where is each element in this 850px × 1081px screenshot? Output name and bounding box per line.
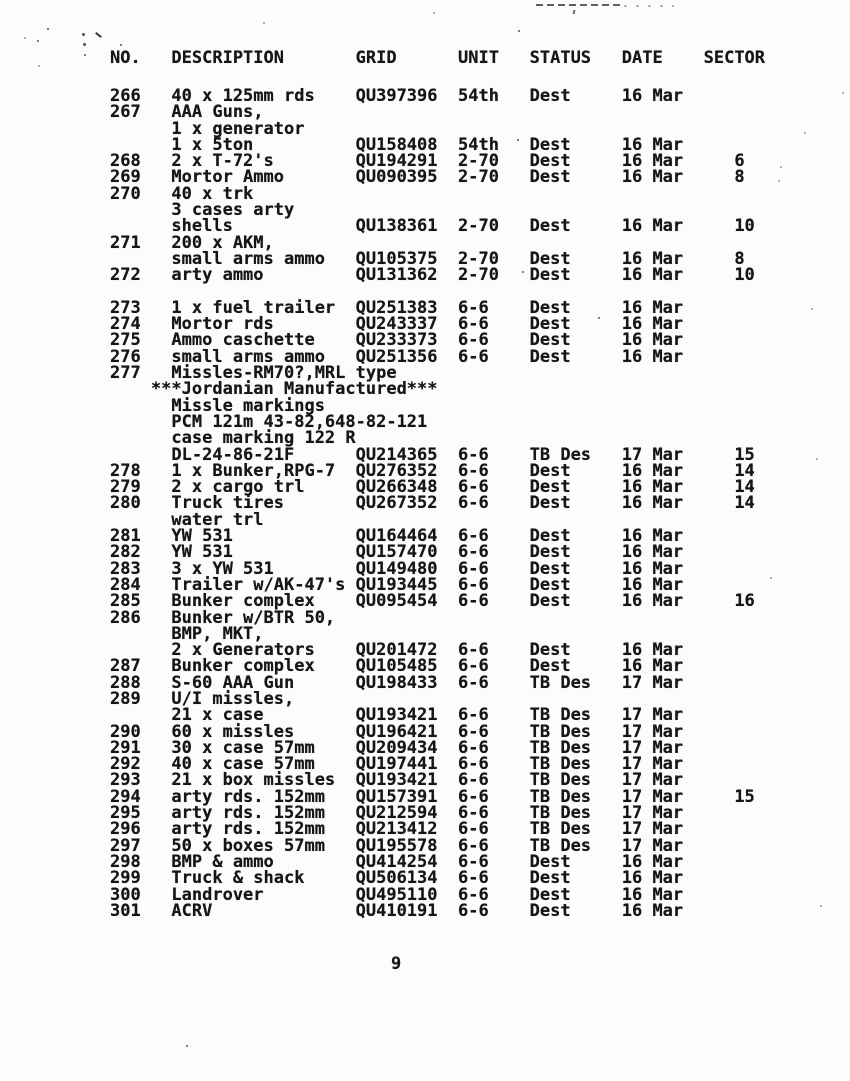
- table-line: 281 YW 531 QU164464 6-6 Dest 16 Mar: [110, 526, 684, 547]
- scan-speck: [770, 577, 772, 579]
- table-line: 1 x generator: [110, 118, 305, 139]
- scan-speck: [816, 458, 818, 460]
- table-line: 277 Missles-RM70?,MRL type: [110, 363, 397, 384]
- scan-speck: [47, 28, 49, 30]
- table-line: 273 1 x fuel trailer QU251383 6-6 Dest 16 Mar: [110, 297, 684, 318]
- table-line: 286 Bunker w/BTR 50,: [110, 607, 336, 628]
- scan-speck: [778, 180, 780, 182]
- table-line: 21 x case QU193421 6-6 TB Des 17 Mar: [110, 705, 684, 726]
- table-line: 290 60 x missles QU196421 6-6 TB Des 17 Mar: [110, 721, 684, 742]
- table-line: 272 arty ammo QU131362 2-70 Dest 16 Mar 10: [110, 265, 755, 286]
- table-line: BMP, MKT,: [110, 623, 264, 644]
- table-line: 283 3 x YW 531 QU149480 6-6 Dest 16 Mar: [110, 558, 684, 579]
- table-line: 300 Landrover QU495110 6-6 Dest 16 Mar: [110, 884, 684, 905]
- scan-speck: [82, 33, 85, 36]
- table-line: 297 50 x boxes 57mm QU195578 6-6 TB Des 17 Mar: [110, 835, 684, 856]
- table-line: 295 arty rds. 152mm QU212594 6-6 TB Des 17 Mar: [110, 803, 684, 824]
- scan-dashed-line: [536, 4, 620, 6]
- scan-speck: [811, 308, 813, 310]
- table-line: 267 AAA Guns,: [110, 102, 264, 123]
- scan-speck: [263, 22, 265, 24]
- table-body: [110, 88, 755, 919]
- table-line: 298 BMP & ammo QU414254 6-6 Dest 16 Mar: [110, 851, 684, 872]
- scan-speck: [37, 40, 39, 42]
- scan-speck: [433, 12, 435, 14]
- scan-speck: [120, 44, 122, 46]
- table-line: 301 ACRV QU410191 6-6 Dest 16 Mar: [110, 900, 684, 921]
- table-line: 292 40 x case 57mm QU197441 6-6 TB Des 17 Mar: [110, 754, 684, 775]
- scan-dashed-line-faint: [624, 5, 674, 7]
- scan-speck: [820, 905, 822, 907]
- scan-speck: [84, 54, 86, 56]
- table-line: 271 200 x AKM,: [110, 232, 274, 253]
- table-line: 280 Truck tires QU267352 6-6 Dest 16 Mar 14: [110, 493, 755, 514]
- scan-speck: [804, 132, 806, 134]
- table-line: 294 arty rds. 152mm QU157391 6-6 TB Des 17 Mar 15: [110, 786, 755, 807]
- table-line: shells QU138361 2-70 Dest 16 Mar 10: [110, 216, 755, 237]
- table-line: 284 Trailer w/AK-47's QU193445 6-6 Dest 16 Mar: [110, 574, 684, 595]
- table-line: 289 U/I missles,: [110, 688, 295, 709]
- table-line: 291 30 x case 57mm QU209434 6-6 TB Des 17 Mar: [110, 737, 684, 758]
- table-line: 274 Mortor rds QU243337 6-6 Dest 16 Mar: [110, 314, 684, 335]
- table-line: 285 Bunker complex QU095454 6-6 Dest 16 Mar 16: [110, 591, 755, 612]
- table-line: Missle markings: [110, 395, 325, 416]
- scan-speck: [83, 43, 86, 46]
- scan-speck: [573, 10, 576, 14]
- table-line: DL-24-86-21F QU214365 6-6 TB Des 17 Mar 15: [110, 444, 755, 465]
- scan-speck: [24, 37, 26, 39]
- table-line: 296 arty rds. 152mm QU213412 6-6 TB Des 17 Mar: [110, 819, 684, 840]
- scan-speck: [38, 65, 40, 67]
- table-line: 269 Mortor Ammo QU090395 2-70 Dest 16 Mar 8: [110, 167, 745, 188]
- scan-speck: [186, 1045, 188, 1047]
- scan-speck: [95, 32, 102, 38]
- scan-speck: [842, 92, 844, 94]
- table-line: 288 S-60 AAA Gun QU198433 6-6 TB Des 17 Mar: [110, 672, 684, 693]
- table-line: 279 2 x cargo trl QU266348 6-6 Dest 16 Mar 14: [110, 477, 755, 498]
- table-line: PCM 121m 43-82,648-82-121: [110, 411, 428, 432]
- table-line: 278 1 x Bunker,RPG-7 QU276352 6-6 Dest 16 Mar 14: [110, 460, 755, 481]
- table-line: 266 40 x 125mm rds QU397396 54th Dest 16 Mar: [110, 86, 684, 106]
- table-line: 1 x 5ton QU158408 54th Dest 16 Mar: [110, 134, 684, 155]
- table-line: 287 Bunker complex QU105485 6-6 Dest 16 Mar: [110, 656, 684, 677]
- table-line: 293 21 x box missles QU193421 6-6 TB Des 17 Mar: [110, 770, 684, 791]
- page-number: 9: [391, 954, 402, 974]
- table-line: 275 Ammo caschette QU233373 6-6 Dest 16 Mar: [110, 330, 684, 351]
- table-line: water trl: [110, 509, 264, 530]
- table-line: case marking 122 R: [110, 428, 356, 449]
- table-line: small arms ammo QU105375 2-70 Dest 16 Mar 8: [110, 248, 745, 269]
- table-line: 282 YW 531 QU157470 6-6 Dest 16 Mar: [110, 542, 684, 563]
- scan-speck: [780, 166, 782, 168]
- table-line: 276 small arms ammo QU251356 6-6 Dest 16 Mar: [110, 346, 684, 367]
- table-line: 270 40 x trk: [110, 183, 254, 204]
- table-line: ***Jordanian Manufactured***: [110, 379, 438, 400]
- scan-speck: [518, 30, 520, 32]
- table-line: 3 cases arty: [110, 200, 295, 221]
- table-line: 2 x Generators QU201472 6-6 Dest 16 Mar: [110, 640, 684, 661]
- table-header-row: NO. DESCRIPTION GRID UNIT STATUS DATE SECTOR: [110, 48, 766, 68]
- table-line: 299 Truck & shack QU506134 6-6 Dest 16 Mar: [110, 868, 684, 889]
- table-line: 268 2 x T-72's QU194291 2-70 Dest 16 Mar 6: [110, 151, 745, 172]
